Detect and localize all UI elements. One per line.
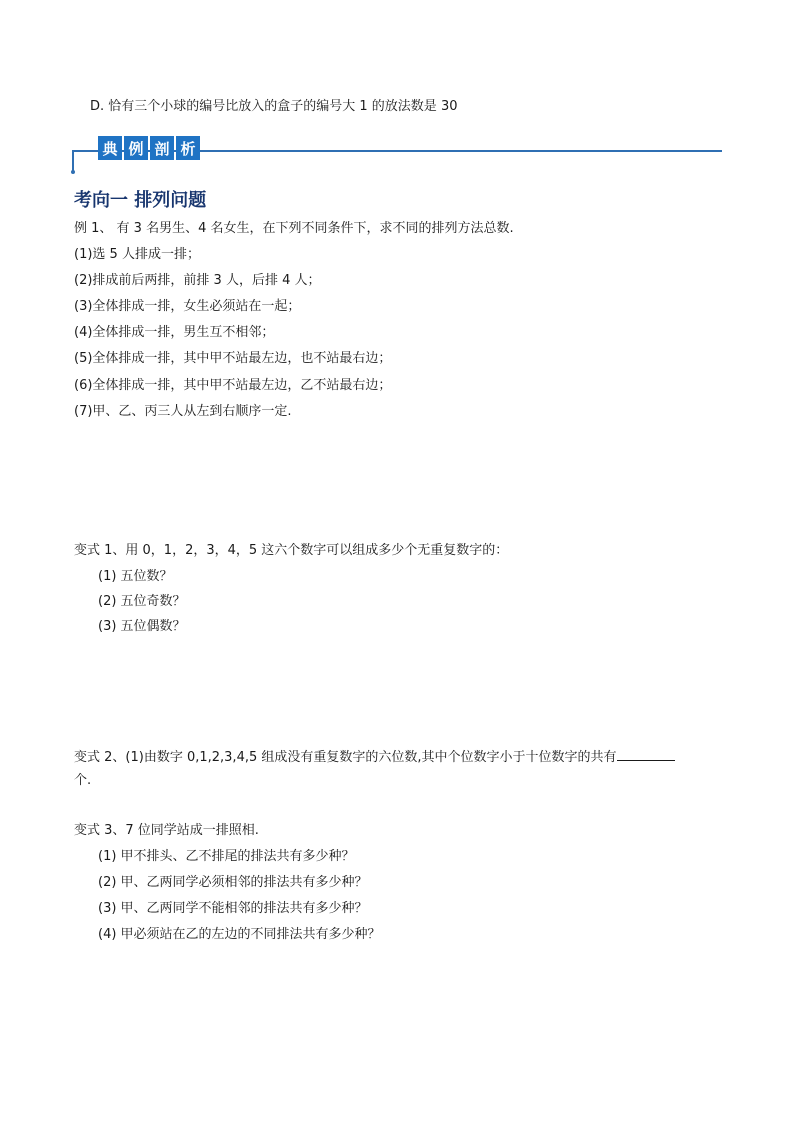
header-tabs [98,136,200,160]
header-tab: 剖 [150,136,174,160]
variant2-text: 变式 2、(1)由数字 0,1,2,3,4,5 组成没有重复数字的六位数,其中个位数字小于十位数字的共有 [74,750,617,765]
variant1-intro: 变式 1、用 0，1，2，3，4，5 这六个数字可以组成多少个无重复数字的： [74,543,509,558]
example1-item: (6)全体排成一排，其中甲不站最左边，乙不站最右边； [74,378,392,393]
example1-item: (3)全体排成一排，女生必须站在一起； [74,299,301,314]
variant3-item: (2) 甲、乙两同学必须相邻的排法共有多少种？ [98,875,368,890]
variant2-line1 [74,746,675,767]
header-tab: 析 [176,136,200,160]
variant3-item: (3) 甲、乙两同学不能相邻的排法共有多少种？ [98,901,368,916]
header-vertical-rule [72,150,74,172]
header-dot [71,170,75,174]
variant3-intro: 变式 3、7 位同学站成一排照相. [74,823,259,838]
section-title: 考向一 排列问题 [74,190,207,211]
header-tab: 例 [124,136,148,160]
variant1-item: (2) 五位奇数？ [98,594,186,609]
option-d: D. 恰有三个小球的编号比放入的盒子的编号大 1 的放法数是 30 [90,99,458,114]
variant1-item: (1) 五位数？ [98,569,173,584]
header-tab: 典 [98,136,122,160]
example1-item: (2)排成前后两排，前排 3 人，后排 4 人； [74,273,321,288]
variant3-item: (4) 甲必须站在乙的左边的不同排法共有多少种？ [98,927,381,942]
variant1-item: (3) 五位偶数？ [98,619,186,634]
variant3-item: (1) 甲不排头、乙不排尾的排法共有多少种？ [98,849,355,864]
example1-item: (1)选 5 人排成一排； [74,247,200,262]
answer-blank [617,746,675,761]
example1-item: (7)甲、乙、丙三人从左到右顺序一定. [74,404,292,419]
variant2-line2: 个. [74,773,92,788]
example1-intro: 例 1、 有 3 名男生、4 名女生，在下列不同条件下，求不同的排列方法总数. [74,221,514,236]
section-header-banner [72,134,722,174]
example1-item: (4)全体排成一排，男生互不相邻； [74,325,275,340]
example1-item: (5)全体排成一排，其中甲不站最左边，也不站最右边； [74,351,392,366]
